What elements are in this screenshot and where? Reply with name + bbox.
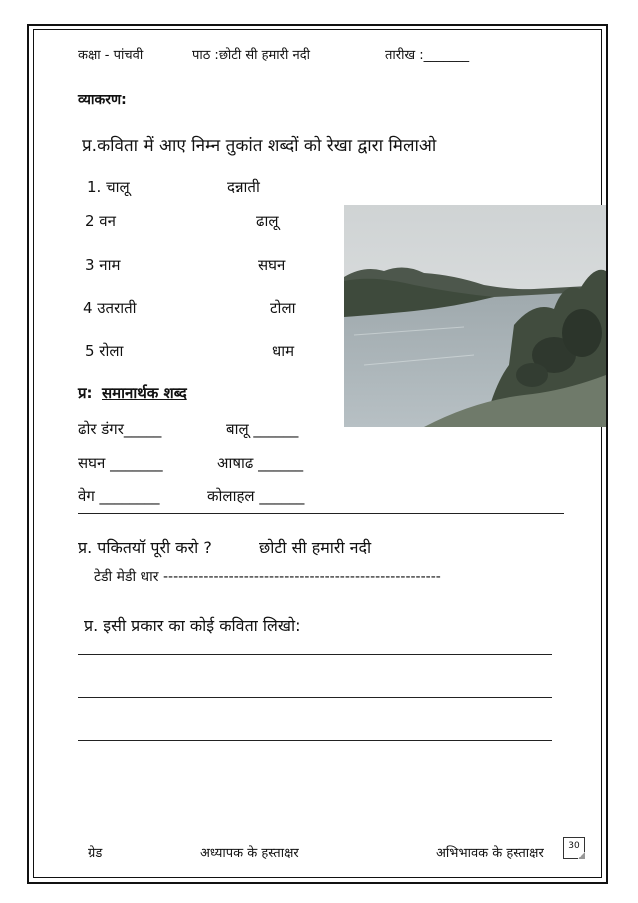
q3-line1: छोटी सी हमारी नदी bbox=[259, 538, 372, 557]
answer-line-2 bbox=[78, 697, 552, 698]
pair-3-right: सघन bbox=[258, 256, 286, 274]
pair-1-right: दन्नाती bbox=[227, 178, 260, 196]
q3-prompt: प्र. पकितयॉ पूरी करो ? bbox=[78, 538, 212, 557]
q4-prompt: प्र. इसी प्रकार का कोई कविता लिखो: bbox=[84, 616, 301, 635]
pair-1-left: 1. चालू bbox=[87, 178, 130, 196]
pair-2-right: ढालू bbox=[256, 212, 279, 230]
page-number: 30 bbox=[563, 837, 585, 859]
answer-line-1 bbox=[78, 654, 552, 655]
synonym-row-3-right: कोलाहल ______ bbox=[207, 487, 305, 505]
pair-4-right: टोला bbox=[270, 299, 296, 317]
q2-title: समानार्थक शब्द bbox=[102, 384, 187, 402]
pair-2-left: 2 वन bbox=[85, 212, 116, 230]
lesson-label: पाठ :छोटी सी हमारी नदी bbox=[192, 48, 310, 63]
synonym-row-2-right: आषाढ ______ bbox=[217, 454, 304, 472]
q3-line2: टेडी मेडी धार ------------------------------------------------------- bbox=[94, 569, 441, 585]
pair-4-left: 4 उतराती bbox=[83, 299, 137, 317]
synonym-row-3-left: वेग ________ bbox=[78, 487, 160, 505]
pair-5-right: धाम bbox=[272, 342, 295, 360]
answer-line-3 bbox=[78, 740, 552, 741]
q1-prompt: प्र.कविता में आए निम्न तुकांत शब्दों को रेखा द्वारा मिलाओ bbox=[82, 136, 437, 156]
q2-label: प्र: bbox=[78, 384, 93, 402]
class-label: कक्षा - पांचवी bbox=[78, 48, 144, 63]
section-divider bbox=[78, 513, 564, 514]
synonym-row-1-left: ढोर डंगर_____ bbox=[78, 420, 162, 438]
date-label: तारीख :_______ bbox=[385, 48, 470, 63]
synonym-row-1-right: बालू ______ bbox=[226, 420, 299, 438]
synonym-row-2-left: सघन _______ bbox=[78, 454, 163, 472]
grammar-title: व्याकरण: bbox=[78, 92, 127, 108]
pair-3-left: 3 नाम bbox=[85, 256, 121, 274]
teacher-signature-label: अध्यापक के हस्ताक्षर bbox=[200, 846, 299, 861]
pair-5-left: 5 रोला bbox=[85, 342, 124, 360]
parent-signature-label: अभिभावक के हस्ताक्षर bbox=[436, 846, 544, 861]
grade-label: ग्रेड bbox=[88, 846, 103, 861]
river-photo bbox=[344, 205, 606, 427]
